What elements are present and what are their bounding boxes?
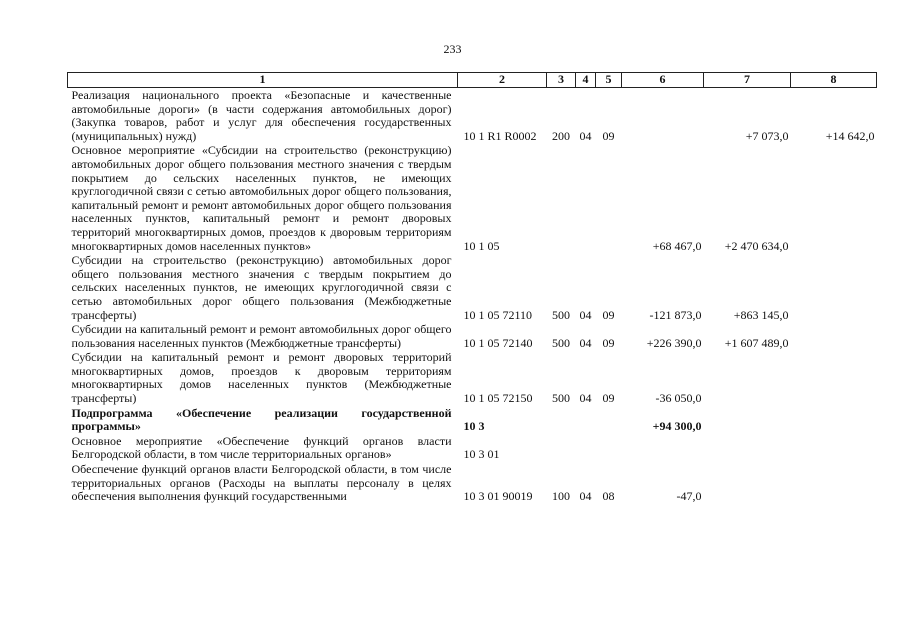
row-description: Подпрограмма «Обеспечение реализации государственной программы» bbox=[71, 405, 452, 434]
column-header: 7 bbox=[704, 73, 791, 88]
amount-col-7: +863 145,0 bbox=[733, 307, 789, 322]
classification-code: 10 1 R1 R0002 bbox=[463, 128, 537, 143]
classification-code: 10 1 05 bbox=[463, 238, 500, 253]
table-row bbox=[68, 322, 877, 350]
amount-col-6: +226 390,0 bbox=[646, 335, 702, 350]
amount-col-8 bbox=[791, 143, 877, 253]
row-description: Реализация национального проекта «Безопасные и качественные автомобильные дороги» (в части содержания автомобильных дорог) (Закупка товаров, работ и услуг для обеспечения государственных (муниципальных) нужд) bbox=[71, 88, 452, 143]
amount-col-8 bbox=[791, 462, 877, 504]
subsection-code: 09 bbox=[602, 335, 615, 350]
column-header: 5 bbox=[596, 73, 622, 88]
expense-type-code bbox=[547, 143, 576, 253]
amount-col-8 bbox=[791, 350, 877, 405]
classification-code: 10 3 01 90019 bbox=[463, 489, 533, 504]
table-row bbox=[68, 253, 877, 322]
section-code: 04 bbox=[579, 489, 592, 504]
table-row bbox=[68, 88, 877, 144]
column-header: 1 bbox=[68, 73, 458, 88]
amount-col-8: +14 642,0 bbox=[825, 128, 875, 143]
expense-type-code: 500 bbox=[552, 307, 570, 322]
amount-col-6 bbox=[622, 88, 704, 144]
expense-type-code bbox=[547, 406, 576, 434]
classification-code: 10 1 05 72140 bbox=[463, 335, 533, 350]
budget-table bbox=[67, 72, 877, 504]
section-code: 04 bbox=[579, 128, 592, 143]
amount-col-6: +94 300,0 bbox=[652, 419, 702, 434]
subsection-code bbox=[596, 434, 622, 462]
amount-col-7: +2 470 634,0 bbox=[724, 238, 789, 253]
amount-col-6: -36 050,0 bbox=[655, 391, 702, 406]
table-row bbox=[68, 143, 877, 253]
table-row bbox=[68, 350, 877, 405]
amount-col-6: -47,0 bbox=[676, 489, 702, 504]
amount-col-7 bbox=[704, 350, 791, 405]
column-header: 8 bbox=[791, 73, 877, 88]
row-description: Субсидии на капитальный ремонт и ремонт дворовых территорий многоквартирных домов, проездов к дворовым территориям многоквартирных домов населенных пунктов (Межбюджетные трансферты) bbox=[71, 350, 452, 406]
amount-col-8 bbox=[791, 322, 877, 350]
amount-col-7 bbox=[704, 434, 791, 462]
amount-col-8 bbox=[791, 434, 877, 462]
page-number: 233 bbox=[443, 42, 462, 56]
row-description: Обеспечение функций органов власти Белгородской области, в том числе территориальных органов (Расходы на выплаты персоналу в целях обеспечения выполнения функций государственными bbox=[71, 462, 452, 504]
expense-type-code: 100 bbox=[552, 489, 570, 504]
classification-code: 10 3 01 bbox=[463, 447, 500, 462]
row-description: Субсидии на капитальный ремонт и ремонт автомобильных дорог общего пользования населенных пунктов (Межбюджетные трансферты) bbox=[71, 322, 452, 350]
expense-type-code: 200 bbox=[552, 128, 570, 143]
subsection-code bbox=[596, 143, 622, 253]
subsection-code: 09 bbox=[602, 307, 615, 322]
amount-col-7: +7 073,0 bbox=[745, 128, 789, 143]
subsection-code bbox=[596, 406, 622, 434]
section-code bbox=[576, 434, 596, 462]
column-header: 3 bbox=[547, 73, 576, 88]
amount-col-6: -121 873,0 bbox=[649, 307, 702, 322]
section-code: 04 bbox=[579, 391, 592, 406]
subsection-code: 09 bbox=[602, 128, 615, 143]
table-row bbox=[68, 462, 877, 504]
section-code bbox=[576, 143, 596, 253]
column-header: 6 bbox=[622, 73, 704, 88]
section-code bbox=[576, 406, 596, 434]
amount-col-7: +1 607 489,0 bbox=[724, 335, 789, 350]
section-code: 04 bbox=[579, 335, 592, 350]
header-row bbox=[68, 73, 877, 88]
classification-code: 10 1 05 72110 bbox=[463, 307, 533, 322]
amount-col-7 bbox=[704, 406, 791, 434]
amount-col-6: +68 467,0 bbox=[652, 238, 702, 253]
row-description: Основное мероприятие «Субсидии на строительство (реконструкцию) автомобильных дорог общего пользования местного значения с твердым покрытием до сельских населенных пунктов, не имеющих круглогодичной связи с сетью автомобильных дорог общего пользования, капитальный ремонт и ремонт автомобильных дорог общего пользования населенных пунктов, капитальный ремонт и ремонт дворовых территорий многоквартирных домов, проездов к дворовым территориям многоквартирных домов населенных пунктов» bbox=[71, 143, 452, 253]
expense-type-code bbox=[547, 434, 576, 462]
classification-code: 10 1 05 72150 bbox=[463, 391, 533, 406]
section-code: 04 bbox=[579, 307, 592, 322]
subsection-code: 09 bbox=[602, 391, 615, 406]
row-description: Основное мероприятие «Обеспечение функций органов власти Белгородской области, в том числе территориальных органов» bbox=[71, 433, 452, 462]
row-description: Субсидии на строительство (реконструкцию) автомобильных дорог общего пользования местного значения с твердым покрытием до сельских населенных пунктов, не имеющих круглогодичной связи с сетью автомобильных дорог общего пользования (Межбюджетные трансферты) bbox=[71, 253, 452, 322]
classification-code: 10 3 bbox=[463, 419, 485, 434]
expense-type-code: 500 bbox=[552, 335, 570, 350]
amount-col-6 bbox=[622, 434, 704, 462]
amount-col-8 bbox=[791, 406, 877, 434]
amount-col-7 bbox=[704, 462, 791, 504]
amount-col-8 bbox=[791, 253, 877, 322]
expense-type-code: 500 bbox=[552, 391, 570, 406]
table-row bbox=[68, 434, 877, 462]
column-header: 4 bbox=[576, 73, 596, 88]
subsection-code: 08 bbox=[602, 489, 615, 504]
column-header: 2 bbox=[458, 73, 547, 88]
table-row bbox=[68, 406, 877, 434]
